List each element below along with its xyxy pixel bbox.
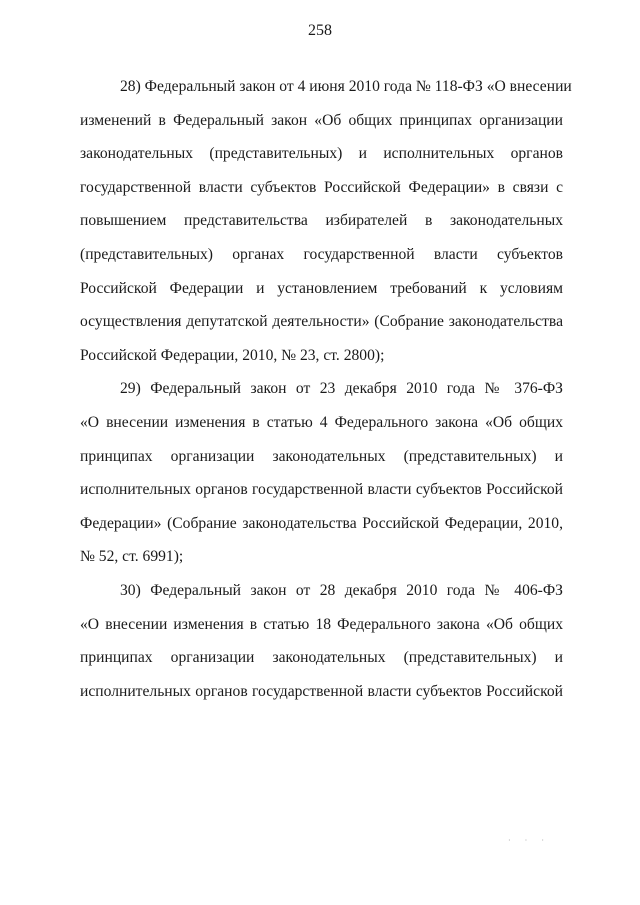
text-line: № 52, ст. 6991); (80, 548, 184, 566)
text-line: осуществления депутатской деятельности» (Собрание законодательства (80, 313, 563, 331)
text-line: «О внесении изменения в статью 18 Федерального закона «Об общих (80, 615, 563, 633)
text-line: 30) Федеральный закон от 28 декабря 2010 года № 406-ФЗ (120, 581, 563, 599)
scan-mark: · · · (508, 836, 550, 845)
text-line: изменений в Федеральный закон «Об общих принципах организации (80, 111, 563, 129)
text-line: «О внесении изменения в статью 4 Федерального закона «Об общих (80, 413, 563, 431)
text-line: принципах организации законодательных (представительных) и (80, 447, 563, 465)
text-line: Российской Федерации, 2010, № 23, ст. 2800); (80, 346, 385, 364)
text-line: Российской Федерации и установлением требований к условиям (80, 279, 563, 297)
text-line: 28) Федеральный закон от 4 июня 2010 года № 118-ФЗ «О внесении (120, 78, 572, 95)
text-line: повышением представительства избирателей в законодательных (80, 212, 563, 230)
text-line: законодательных (представительных) и исполнительных органов (80, 145, 563, 163)
text-line: исполнительных органов государственной власти субъектов Российской (80, 481, 563, 499)
list-item-30 (80, 574, 563, 708)
text-line: исполнительных органов государственной власти субъектов Российской (80, 682, 563, 700)
list-item-29 (80, 372, 563, 574)
document-body (80, 70, 572, 708)
text-line: принципах организации законодательных (представительных) и (80, 649, 563, 667)
list-item-28 (80, 70, 572, 372)
text-line: Федерации» (Собрание законодательства Российской Федерации, 2010, (80, 514, 563, 532)
page-number: 258 (308, 22, 332, 39)
text-line: (представительных) органах государственной власти субъектов (80, 245, 563, 263)
text-line: государственной власти субъектов Российской Федерации» в связи с (80, 178, 563, 196)
text-line: 29) Федеральный закон от 23 декабря 2010 года № 376-ФЗ (120, 380, 563, 398)
